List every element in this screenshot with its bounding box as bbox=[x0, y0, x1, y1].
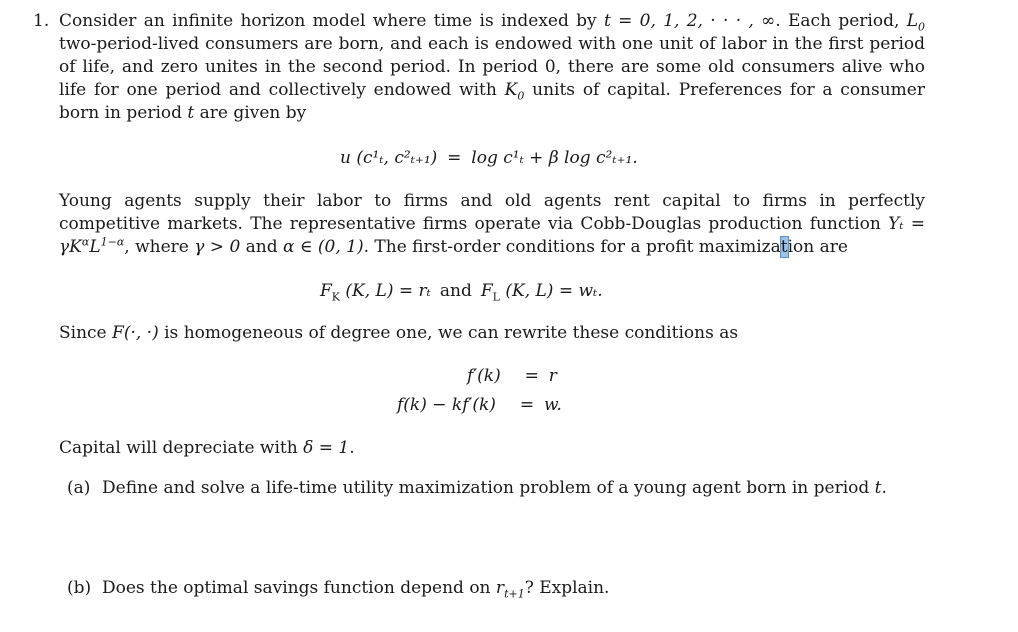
utility-equation: u (c¹ₜ, c²ₜ₊₁) = log c¹ₜ + β log c²ₜ₊₁. bbox=[340, 148, 638, 168]
question-part-b: (b) Does the optimal savings function depend on $r_{t+1}$? Explain. bbox=[67, 578, 610, 601]
text-cursor-highlight[interactable]: t bbox=[780, 237, 788, 257]
problem-intro-paragraph: Consider an infinite horizon model where time is indexed by t = 0, 1, 2, · · · , ∞. Each period, $L_0$ two-period-lived consumers are born, and each is endowed with one unit of labor in the first period of life, and zero unites in the second period. In period 0, there are some old consumers alive who life for one period and collectively endowed with $K_0$ units of capital. Preferences for a consumer born in period t are given by bbox=[59, 11, 925, 123]
problem-number: 1. bbox=[33, 11, 50, 31]
math-production-function: $Y_t = \gamma K^\alpha L^{1-\alpha}$ bbox=[59, 214, 926, 257]
part-a-label: (a) bbox=[67, 478, 91, 498]
question-part-a: (a) Define and solve a life-time utility maximization problem of a young agent born in period t. bbox=[67, 478, 887, 498]
intensive-form-equation-row-1: f′(k) = r bbox=[467, 366, 557, 386]
depreciation-paragraph: Capital will depreciate with δ = 1. bbox=[59, 438, 355, 458]
firms-paragraph: Young agents supply their labor to firms and old agents rent capital to firms in perfectly competitive markets. The representative firms operate via Cobb-Douglas production function $Y_t = \gamma K^\alpha L^{1-\alpha}$, where γ > 0 and α ∈ (0, 1). The first-order conditions for a profit maximization are bbox=[59, 191, 926, 257]
math-l0: $L_0$ bbox=[906, 11, 925, 34]
math-time-index: t = 0, 1, 2, · · · , ∞ bbox=[603, 11, 776, 31]
math-k0: $K_0$ bbox=[504, 80, 525, 103]
first-order-conditions-equation: $F_K$ (K, L) = rₜ and $F_L$ (K, L) = wₜ. bbox=[320, 281, 603, 304]
homogeneity-paragraph: Since F(·, ·) is homogeneous of degree one, we can rewrite these conditions as bbox=[59, 323, 739, 343]
intensive-form-equation-row-2: f(k) − kf′(k) = w. bbox=[397, 395, 562, 415]
part-b-label: (b) bbox=[67, 578, 92, 598]
